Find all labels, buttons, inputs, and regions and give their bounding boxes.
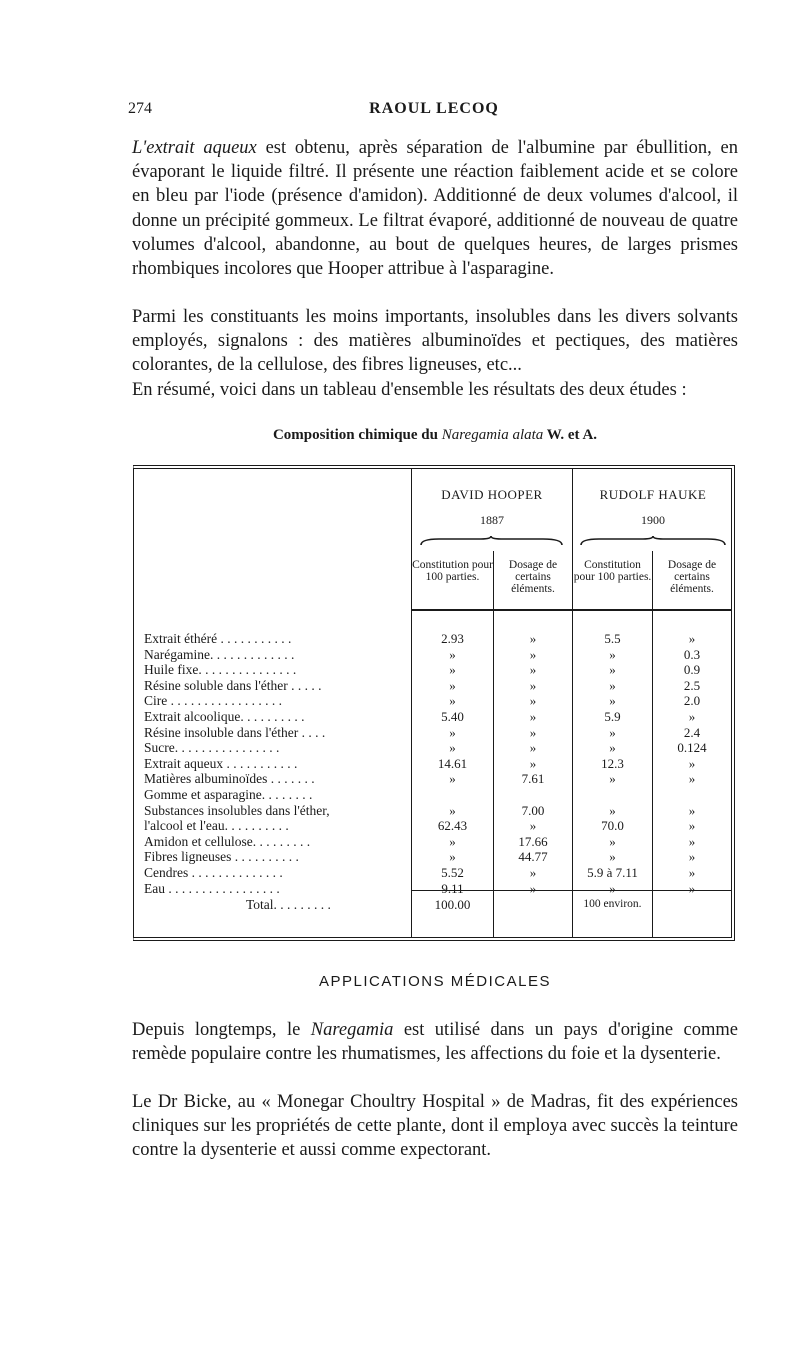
composition-table [133, 465, 735, 941]
table-cell: » [529, 755, 537, 771]
paragraph-italic-term: Naregamia [310, 1020, 394, 1040]
table-cell: 62.43 [437, 818, 468, 834]
table-cell: 7.61 [521, 771, 545, 787]
brace-hooper [419, 535, 564, 547]
row-label: Substances insolubles dans l'éther, [144, 802, 330, 818]
table-cell: » [529, 740, 537, 756]
table-cell: 0.9 [683, 662, 701, 678]
table-cell: 17.66 [518, 833, 548, 849]
table-cell: 5.40 [441, 709, 464, 724]
table-cell: » [449, 833, 456, 849]
table-cell: » [609, 646, 616, 662]
table-cell: » [449, 693, 456, 709]
row-label: Huile fixe. . . . . . . . . . . . . . . [144, 662, 297, 678]
paragraph-usage [132, 1018, 738, 1066]
table-cell: » [688, 833, 696, 849]
brace-hauke [579, 535, 727, 547]
table-cell: » [609, 693, 616, 709]
row-label: Cendres . . . . . . . . . . . . . . [144, 865, 283, 880]
group-header-hooper: DAVID HOOPER [441, 487, 543, 502]
table-caption [132, 427, 738, 444]
table-cell: » [609, 662, 616, 678]
table-cell: » [609, 880, 616, 896]
row-label: Extrait éthéré . . . . . . . . . . . [144, 631, 292, 646]
paragraph-bicke: Le Dr Bicke, au « Monegar Choultry Hospital » de Madras, fit des expériences cliniques sur les propriétés de cette plante, dont il employa avec succès la teinture contre la dysenterie et aussi comme expectorant. [132, 1092, 738, 1161]
table-cell: 14.61 [437, 755, 468, 771]
table-cell: 5.9 à 7.11 [587, 865, 638, 880]
total-label: Total. . . . . . . . . [246, 897, 331, 912]
table-cell: » [529, 865, 537, 880]
table-cell: » [609, 833, 616, 849]
table-cell: » [688, 755, 696, 771]
table-cell: » [449, 849, 456, 865]
caption-text: Composition chimique du [272, 427, 442, 443]
section-title: APPLICATIONS MÉDICALES [319, 973, 551, 990]
table-cell: » [609, 771, 616, 787]
table-cell: 9.11 [441, 880, 464, 896]
row-label: Extrait alcoolique. . . . . . . . . . [144, 709, 305, 724]
row-label: Eau . . . . . . . . . . . . . . . . . [144, 880, 280, 896]
subheader-hooper-constitution: Constitution pour 100 parties. [412, 559, 493, 583]
running-title: RAOUL LECOQ [369, 100, 499, 117]
subheader-hauke-dosage: Dosage de certains éléments. [667, 559, 717, 595]
row-label: Fibres ligneuses . . . . . . . . . . [144, 849, 299, 865]
table-cell: » [688, 849, 696, 865]
row-label: Extrait aqueux . . . . . . . . . . . [144, 755, 298, 771]
table-cell: » [688, 880, 696, 896]
table-cell: » [609, 849, 616, 865]
table-cell: » [688, 865, 696, 880]
table-cell: » [529, 662, 537, 678]
table-cell: 12.3 [601, 755, 624, 771]
table-cell: 7.00 [521, 802, 545, 818]
table-cell: » [609, 802, 616, 818]
paragraph-extrait-aqueux [132, 136, 738, 281]
table-cell: » [449, 724, 456, 740]
table-cell: » [529, 677, 537, 693]
table-cell: » [609, 740, 616, 756]
table-cell: » [449, 646, 456, 662]
subheader-hooper-dosage: Dosage de certains éléments. [508, 559, 558, 595]
group-year-hauke: 1900 [641, 513, 665, 527]
row-label: Amidon et cellulose. . . . . . . . . [144, 833, 311, 849]
total-hooper: 100.00 [434, 897, 471, 912]
total-hauke: 100 environ. [583, 898, 642, 910]
row-label: Résine soluble dans l'éther . . . . . [144, 677, 322, 693]
subheader-hauke-constitution: Constitution pour 100 parties. [573, 559, 652, 583]
table-cell: 2.4 [683, 724, 701, 740]
table-cell: » [688, 709, 696, 724]
table-cell: 5.5 [604, 631, 621, 646]
group-year-hooper: 1887 [480, 513, 504, 527]
page-header [128, 100, 740, 124]
row-label: Matières albuminoïdes . . . . . . . [144, 771, 315, 787]
table-cell: 5.9 [604, 709, 621, 724]
table-cell: 44.77 [518, 849, 548, 865]
table-cell: » [449, 677, 456, 693]
table-cell: » [449, 662, 456, 678]
table-cell: » [529, 709, 537, 724]
table-cell: » [688, 818, 696, 834]
row-label: l'alcool et l'eau. . . . . . . . . . [144, 818, 289, 834]
row-label: Sucre. . . . . . . . . . . . . . . . [144, 740, 280, 756]
table-cell: 2.93 [441, 631, 464, 646]
table-cell: » [529, 646, 537, 662]
paragraph-italic-term: L'extrait aqueux [132, 138, 257, 158]
paragraph-text: est utilisé dans un pays d'origine comme remède populaire contre les rhumatismes, les affections du foie et la dysenterie. [132, 1020, 738, 1065]
table-cell: » [529, 818, 537, 834]
caption-authority: W. et A. [543, 427, 598, 443]
table-cell: » [688, 771, 696, 787]
row-label: Gomme et asparagine. . . . . . . . [144, 787, 313, 802]
table-cell: » [609, 724, 616, 740]
table-cell: » [529, 724, 537, 740]
table-cell: » [449, 771, 456, 787]
header-rule [412, 609, 732, 611]
table-cell: 2.0 [683, 693, 701, 709]
group-header-hauke: RUDOLF HAUKE [599, 487, 707, 502]
table-cell: 0.124 [677, 740, 707, 756]
table-cell: » [688, 802, 696, 818]
table-cell: » [529, 631, 537, 646]
paragraph-text: est obtenu, après séparation de l'albumine par ébullition, en évaporant le liquide filtré. Il présente une réaction faiblement acide et se colore en bleu par l'iode (présence d'amidon). Additionné de deux volumes d'alcool, il donne un précipité gommeux. Le filtrat évaporé, additionné de nouveau de quatre volumes d'alcool, abandonne, au bout de quelques heures, de larges prismes rhombiques incolores que Hooper attribue à l'asparagine. [132, 138, 738, 280]
page-number: 274 [128, 100, 152, 117]
table-cell: » [688, 631, 696, 646]
paragraph-constituants: Parmi les constituants les moins importants, insolubles dans les divers solvants employés, signalons : des matières albuminoïdes et pectiques, des matières colorantes, de la cellulose, des fibres ligneuses, etc... [132, 307, 738, 376]
row-label: Narégamine. . . . . . . . . . . . . [144, 646, 295, 662]
table-cell: 5.52 [441, 865, 464, 880]
caption-species: Naregamia alata [441, 427, 544, 443]
table-cell: 2.5 [683, 677, 701, 693]
table-cell: » [609, 677, 616, 693]
table-cell: 70.0 [601, 818, 624, 834]
row-label: Résine insoluble dans l'éther . . . . [144, 724, 326, 740]
table-cell: » [449, 802, 456, 818]
total-rule [412, 890, 732, 891]
table-cell: » [529, 693, 537, 709]
row-label: Cire . . . . . . . . . . . . . . . . . [144, 693, 282, 709]
table-cell: » [449, 740, 456, 756]
paragraph-text: Depuis longtemps, le [132, 1020, 311, 1040]
table-cell: » [529, 880, 537, 896]
table-cell: 0.3 [683, 646, 701, 662]
paragraph-resume: En résumé, voici dans un tableau d'ensemble les résultats des deux études : [132, 380, 687, 400]
